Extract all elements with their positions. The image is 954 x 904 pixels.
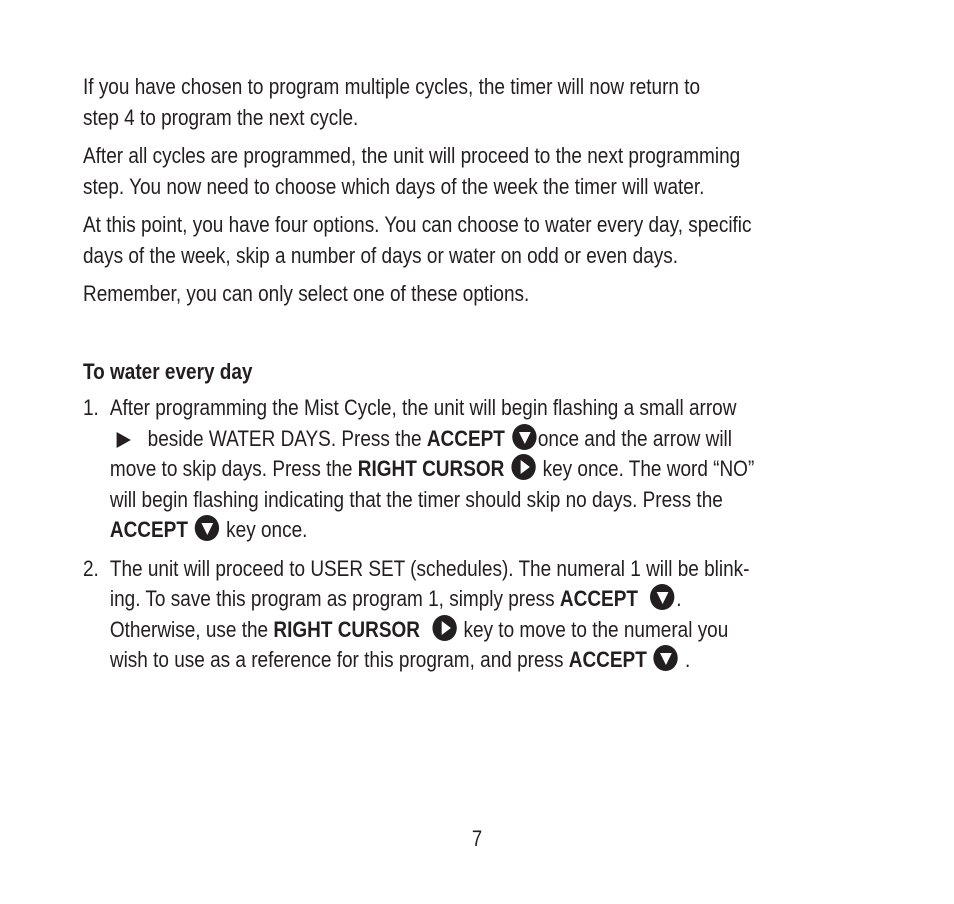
step-number: 1. (83, 395, 99, 420)
accept-down-icon (512, 424, 536, 450)
text-line: days of the week, skip a number of days or water on odd or even days. (83, 242, 678, 268)
text-line: Remember, you can only select one of these options. (83, 281, 530, 306)
accept-down-icon (195, 515, 219, 541)
text-line: After programming the Mist Cycle, the unit will begin flashing a small arrow (109, 395, 737, 420)
text-line: step 4 to program the next cycle. (83, 104, 359, 130)
section-heading: To water every day (83, 358, 253, 384)
text-line: The unit will proceed to USER SET (schedules). The numeral 1 will be blink- (109, 555, 750, 581)
intro-paragraph-4 (83, 279, 883, 310)
text-line: will begin flashing indicating that the timer should skip no days. Press the (109, 486, 723, 512)
accept-down-icon (650, 584, 674, 610)
text-line: ACCEPT key once. (109, 517, 308, 542)
right-cursor-icon (432, 615, 456, 641)
manual-page (83, 72, 883, 684)
intro-paragraph-1 (83, 72, 883, 133)
text-line: ing. To save this program as program 1, simply press ACCEPT . (109, 586, 682, 611)
right-cursor-icon (511, 454, 535, 480)
text-line: After all cycles are programmed, the unit will proceed to the next programming (83, 143, 741, 168)
small-arrow-icon (117, 432, 131, 448)
intro-paragraph-2 (83, 141, 883, 202)
text-line: Otherwise, use the RIGHT CURSOR key to move to the numeral you (109, 616, 729, 642)
step-2 (83, 554, 910, 676)
intro-paragraph-3 (83, 210, 883, 271)
text-line: At this point, you have four options. You can choose to water every day, specific (83, 212, 752, 237)
text-line: wish to use as a reference for this program, and press ACCEPT . (109, 647, 691, 672)
page-number: 7 (471, 826, 483, 851)
text-line: beside WATER DAYS. Press the ACCEPT once and the arrow will (110, 424, 910, 455)
step-1 (83, 393, 910, 546)
text-line: step. You now need to choose which days of the week the timer will water. (83, 173, 705, 199)
text-line: If you have chosen to program multiple cycles, the timer will now return to (83, 74, 701, 99)
text-line: move to skip days. Press the RIGHT CURSOR key once. The word “NO” (109, 456, 755, 481)
step-number: 2. (83, 555, 99, 581)
accept-down-icon (654, 645, 678, 671)
